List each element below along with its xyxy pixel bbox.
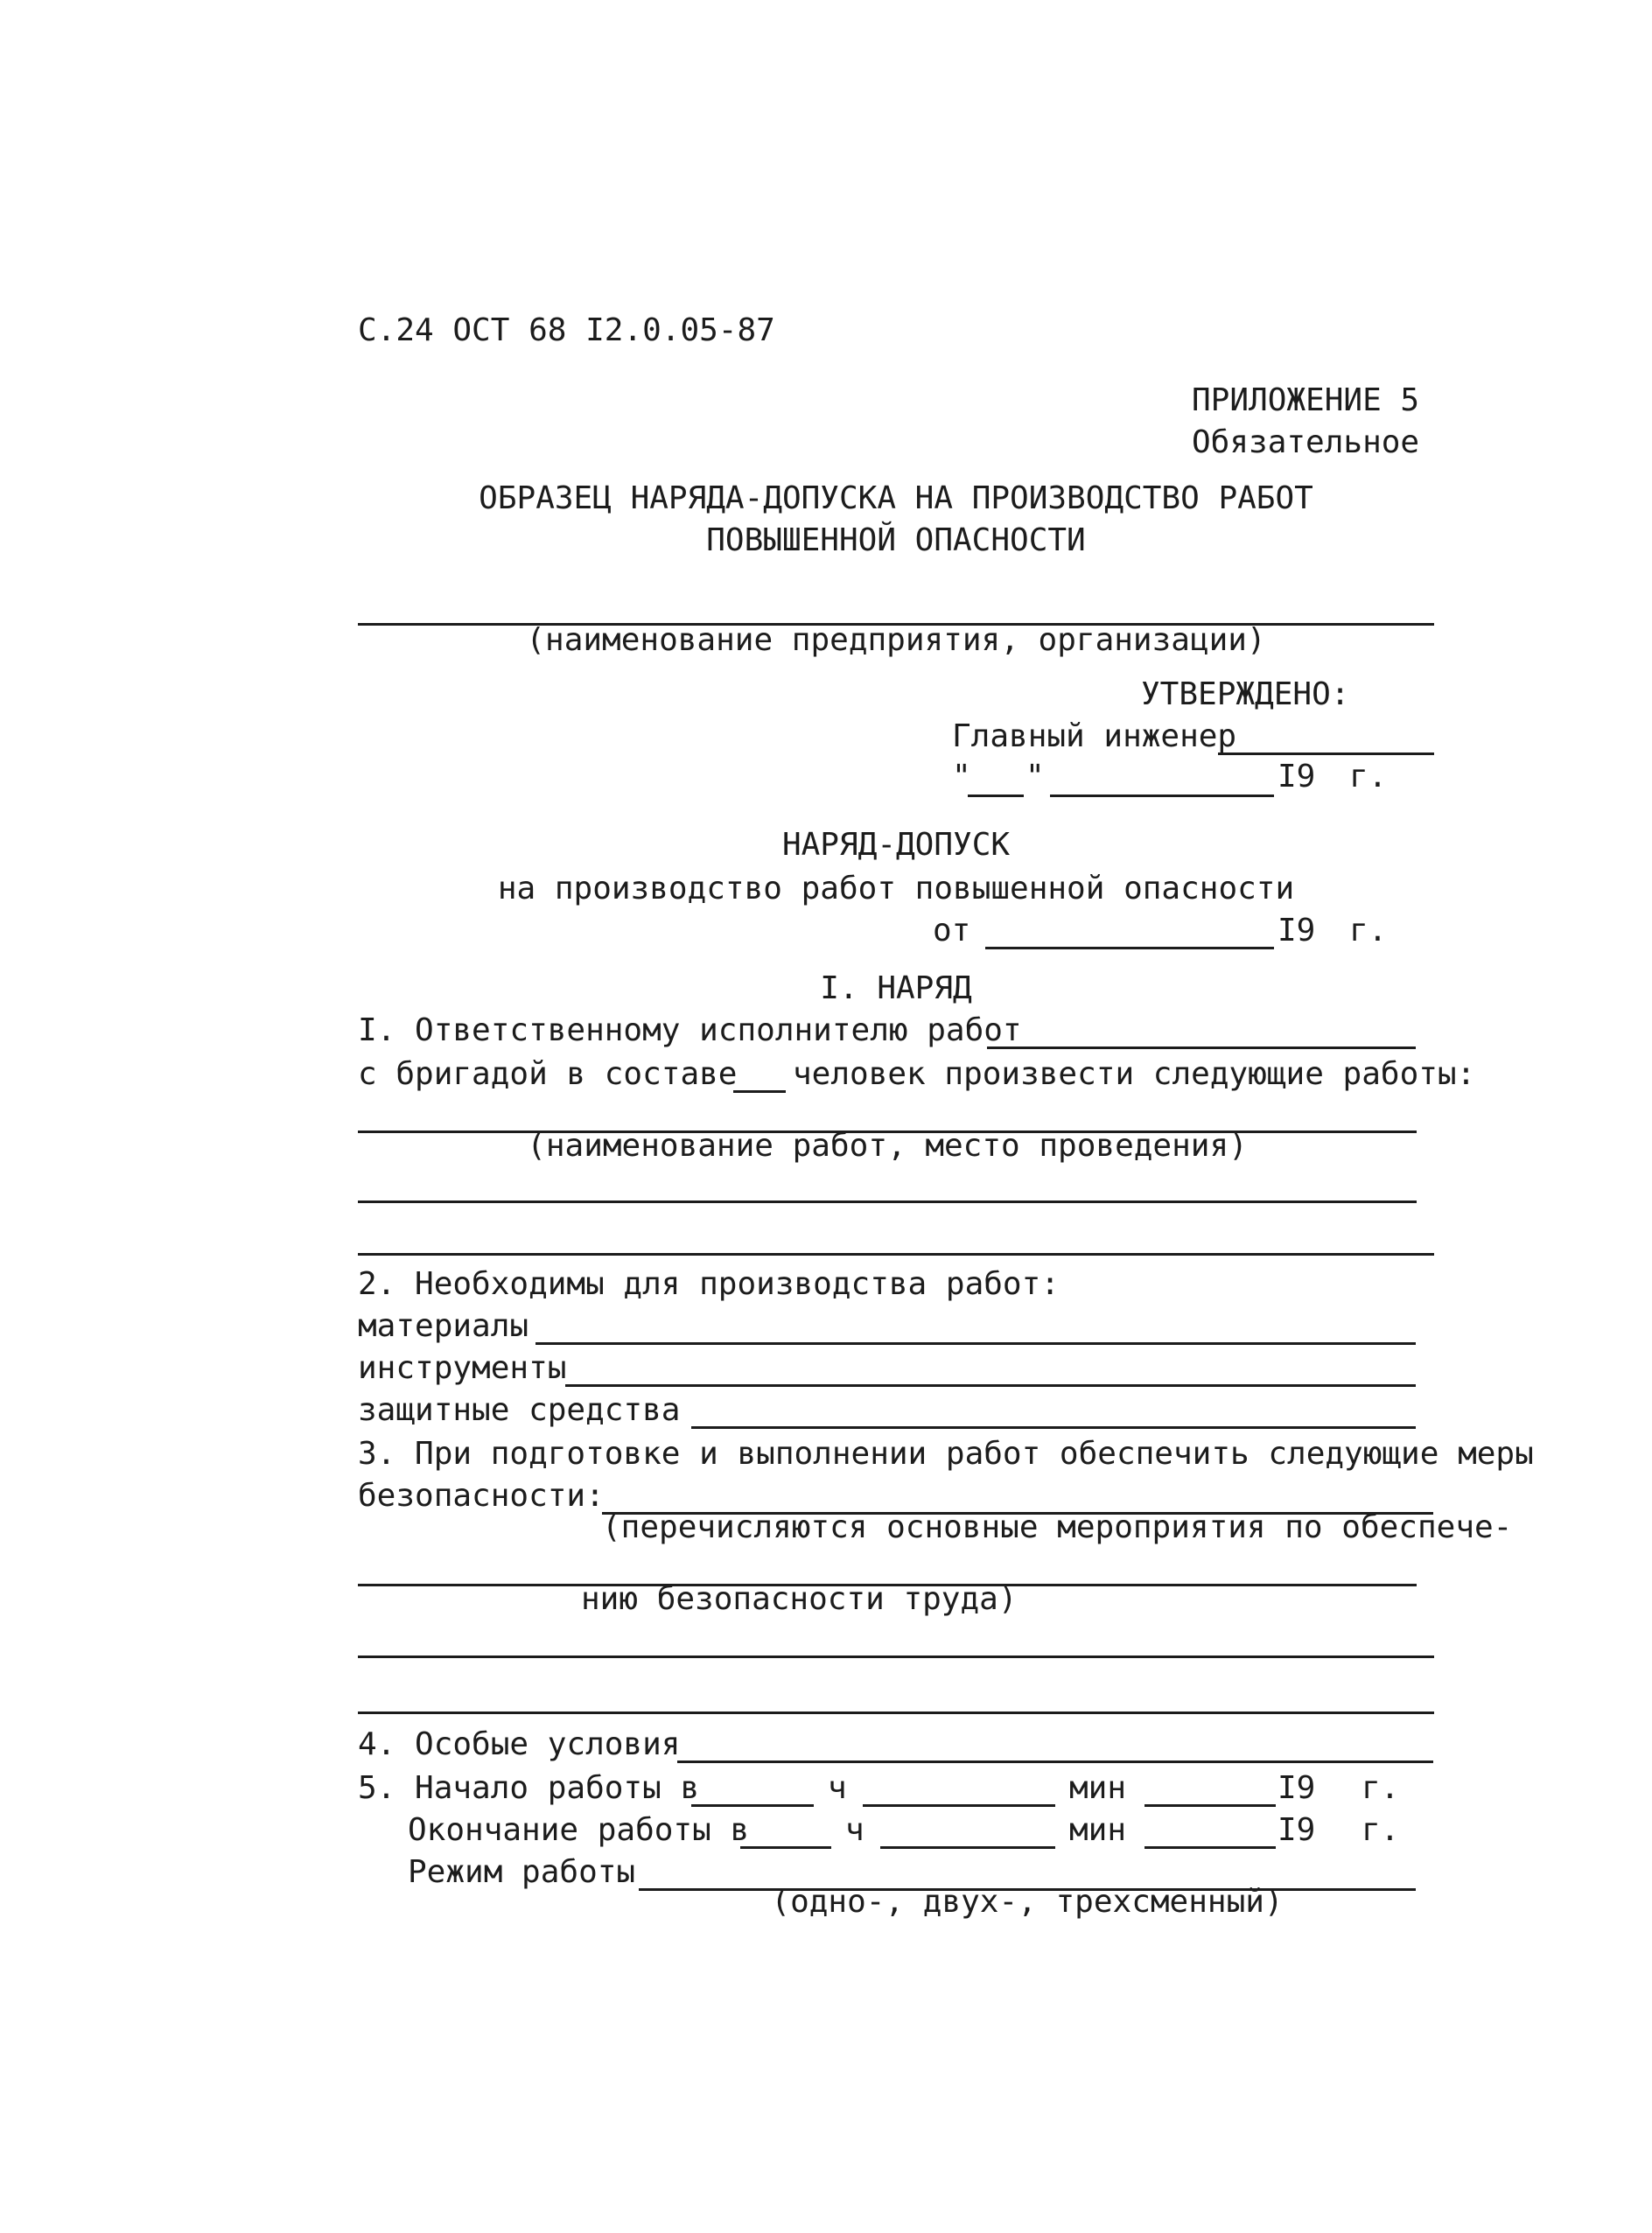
approval-date-quote-close: " <box>1026 759 1045 794</box>
item5-start-label: 5. Начало работы в <box>358 1770 700 1806</box>
measures-line-4 <box>358 1712 1434 1714</box>
special-conditions-line <box>677 1760 1433 1763</box>
page-reference: С.24 ОСТ 68 I2.0.05-87 <box>358 312 775 348</box>
organization-caption: (наименование предприятия, организации) <box>526 622 1266 658</box>
measures-caption-2: нию безопасности труда) <box>581 1581 1018 1617</box>
approved-label: УТВЕРЖДЕНО: <box>1141 676 1350 712</box>
permit-from-label: от <box>933 913 971 948</box>
item3-label-line2: безопасности: <box>358 1478 605 1514</box>
chief-engineer-signature-line <box>1218 752 1434 755</box>
approval-month-line <box>1050 794 1274 797</box>
start-year-prefix: I9 <box>1278 1770 1316 1806</box>
document-title-line2: ПОВЫШЕННОЙ ОПАСНОСТИ <box>706 522 1086 558</box>
approval-day-line <box>968 794 1024 797</box>
works-line-3 <box>358 1253 1434 1256</box>
tools-line <box>565 1384 1416 1387</box>
work-mode-caption: (одно-, двух-, трехсменный) <box>771 1884 1284 1920</box>
item1-responsible-label: I. Ответственному исполнителю работ <box>358 1012 1022 1048</box>
item3-label-line1: 3. При подготовке и выполнении работ обеспечить следующие меры <box>358 1436 1534 1472</box>
tools-label: инструменты <box>358 1350 567 1386</box>
appendix-status: Обязательное <box>1192 424 1420 460</box>
permit-subheading: на производство работ повышенной опасности <box>497 871 1295 906</box>
measures-line-3 <box>358 1656 1434 1658</box>
permit-year-prefix: I9 <box>1278 913 1316 948</box>
protective-label: защитные средства <box>358 1392 681 1428</box>
end-date-line <box>1144 1846 1276 1849</box>
item1-brigade-pre: с бригадой в составе <box>358 1056 738 1092</box>
measures-caption-1: (перечисляются основные мероприятия по обеспече- <box>602 1509 1513 1545</box>
chief-engineer-label: Главный инженер <box>952 718 1237 754</box>
responsible-executor-line <box>987 1046 1416 1049</box>
end-minute-line <box>880 1846 1055 1849</box>
start-hours-unit: ч <box>828 1770 847 1806</box>
work-mode-label: Режим работы <box>408 1854 636 1890</box>
start-minutes-unit: мин <box>1069 1770 1127 1806</box>
works-caption: (наименование работ, место проведения) <box>527 1128 1248 1164</box>
approval-year-prefix: I9 <box>1278 759 1316 794</box>
materials-line <box>536 1342 1416 1345</box>
brigade-size-line <box>733 1090 786 1093</box>
start-minute-line <box>863 1804 1055 1807</box>
item1-brigade-post: человек произвести следующие работы: <box>793 1056 1476 1092</box>
start-date-line <box>1144 1804 1276 1807</box>
protective-line <box>691 1426 1416 1429</box>
start-hour-line <box>691 1804 814 1807</box>
item4-label: 4. Особые условия <box>358 1726 681 1762</box>
materials-label: материалы <box>358 1308 529 1344</box>
section-heading: I. НАРЯД <box>820 970 972 1006</box>
end-hour-line <box>740 1846 831 1849</box>
end-hours-unit: ч <box>845 1812 864 1848</box>
approval-year-suffix: г. <box>1349 759 1388 794</box>
works-line-2 <box>358 1200 1417 1203</box>
permit-heading: НАРЯД-ДОПУСК <box>781 827 1011 863</box>
approval-date-quote-open: " <box>952 759 971 794</box>
item2-label: 2. Необходимы для производства работ: <box>358 1266 1060 1302</box>
document-title-line1: ОБРАЗЕЦ НАРЯДА-ДОПУСКА НА ПРОИЗВОДСТВО РАБОТ <box>479 480 1313 516</box>
end-minutes-unit: мин <box>1069 1812 1127 1848</box>
permit-date-line <box>985 947 1274 949</box>
end-year-prefix: I9 <box>1278 1812 1316 1848</box>
permit-year-suffix: г. <box>1349 913 1388 948</box>
item5-end-label: Окончание работы в <box>408 1812 750 1848</box>
appendix-label: ПРИЛОЖЕНИЕ 5 <box>1192 382 1420 418</box>
end-year-suffix: г. <box>1362 1812 1400 1848</box>
start-year-suffix: г. <box>1362 1770 1400 1806</box>
